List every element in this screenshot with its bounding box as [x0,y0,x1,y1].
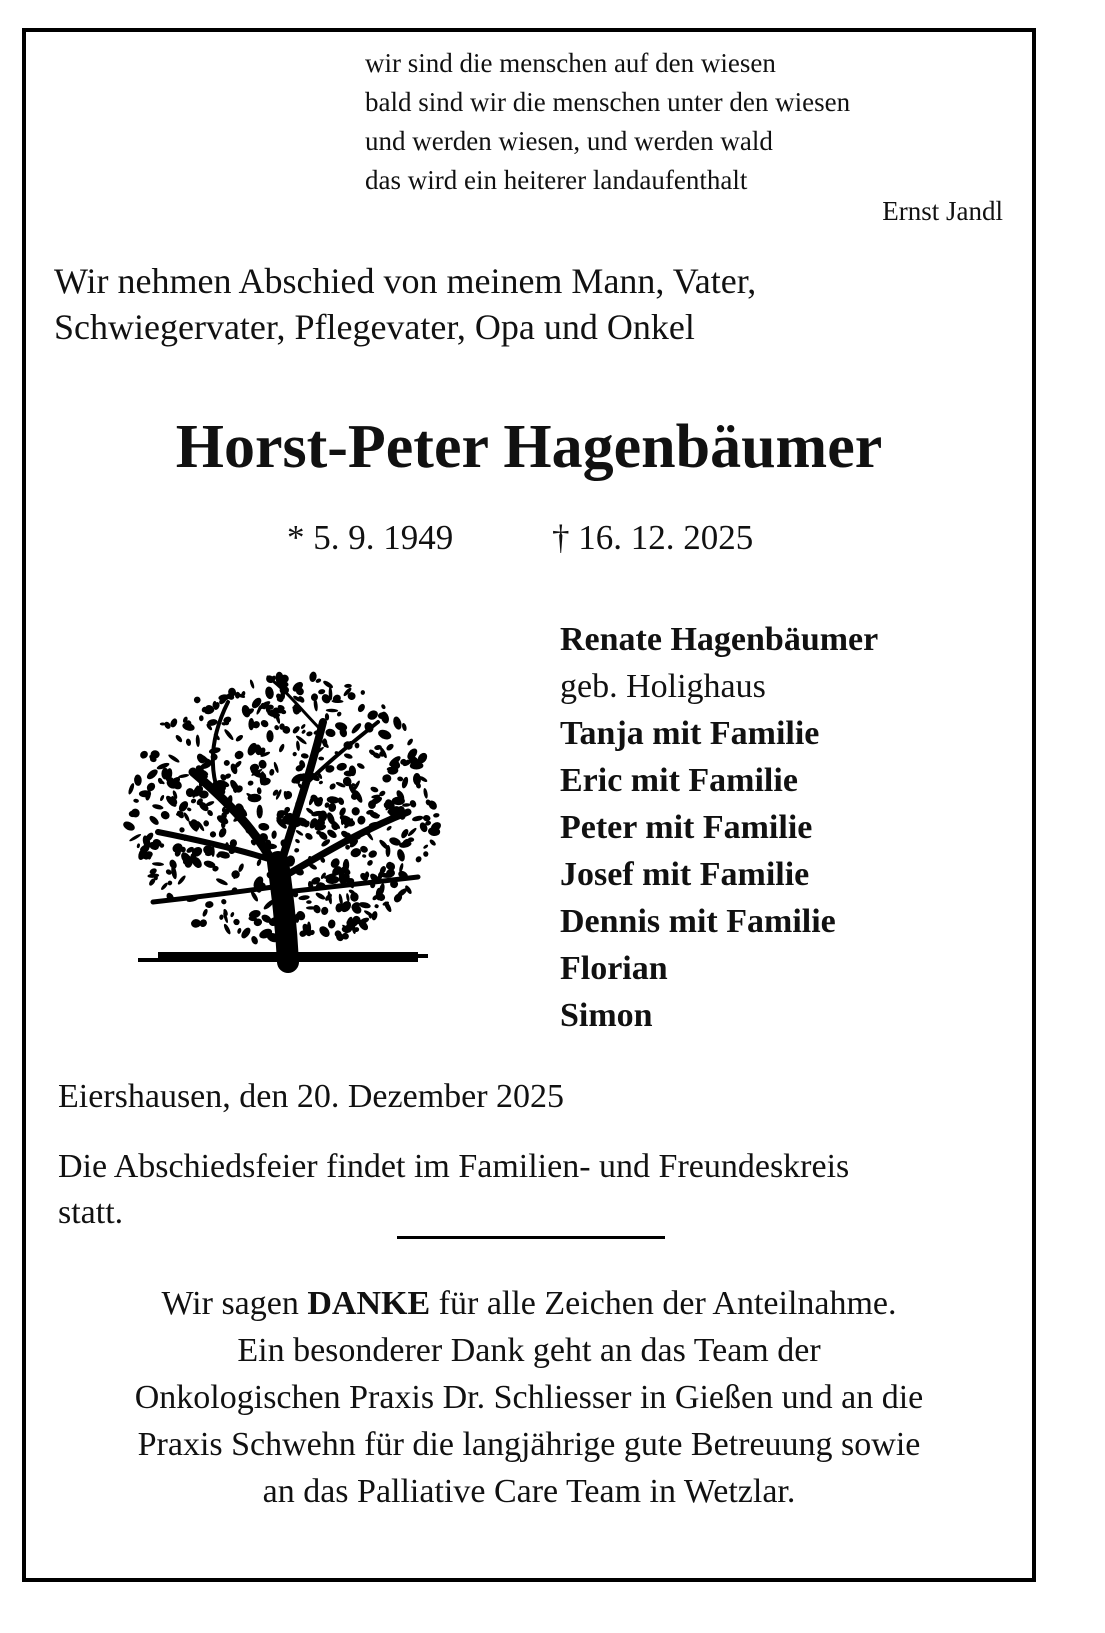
place-date: Eiershausen, den 20. Dezember 2025 [58,1078,565,1115]
poem-line: und werden wiesen, und werden wald [365,126,773,156]
mourner-entry: Eric mit Familie [560,762,798,799]
intro-text [54,258,1014,350]
mourner-entry: Peter mit Familie [560,809,813,846]
intro-line: Schwiegervater, Pflegevater, Opa und Onkel [54,307,695,347]
deceased-name: Horst-Peter Hagenbäumer [175,413,883,481]
divider [397,1236,665,1239]
poem-line: wir sind die menschen auf den wiesen [365,48,776,78]
ceremony-line: Die Abschiedsfeier findet im Familien- und Freundeskreis [58,1148,850,1185]
thanks-line: Praxis Schwehn für die langjährige gute Betreuung sowie [137,1426,921,1463]
ceremony-notice [58,1144,1018,1236]
mourner-entry: Florian [560,950,668,987]
death-date: † 16. 12. 2025 [552,518,754,557]
ceremony-line: statt. [58,1194,124,1231]
poem [365,44,1025,200]
thanks-emphasis: DANKE [307,1285,431,1322]
poem-author: Ernst Jandl [882,196,1003,226]
thanks-line: Onkologischen Praxis Dr. Schliesser in Gießen und an die [134,1379,924,1416]
tree-icon [118,662,448,980]
thanks-suffix: für alle Zeichen der Anteilnahme. [430,1285,897,1322]
mourner-entry: geb. Holighaus [560,668,766,705]
poem-line: bald sind wir die menschen unter den wiesen [365,87,851,117]
thanks-prefix: Wir sagen [161,1285,308,1322]
intro-line: Wir nehmen Abschied von meinem Mann, Vater, [54,261,757,301]
mourner-entry: Josef mit Familie [560,856,810,893]
poem-line: das wird ein heiterer landaufenthalt [365,165,748,195]
mourner-entry: Dennis mit Familie [560,903,836,940]
birth-date: * 5. 9. 1949 [287,518,454,557]
mourner-entry: Renate Hagenbäumer [560,621,879,658]
mourner-entry: Tanja mit Familie [560,715,820,752]
thanks-line: an das Palliative Care Team in Wetzlar. [262,1473,796,1510]
thanks-section [22,1280,1036,1515]
mourner-entry: Simon [560,997,653,1034]
mourners-list [560,616,878,1039]
thanks-headline [22,1280,1036,1327]
thanks-line: Ein besonderer Dank geht an das Team der [237,1332,821,1369]
